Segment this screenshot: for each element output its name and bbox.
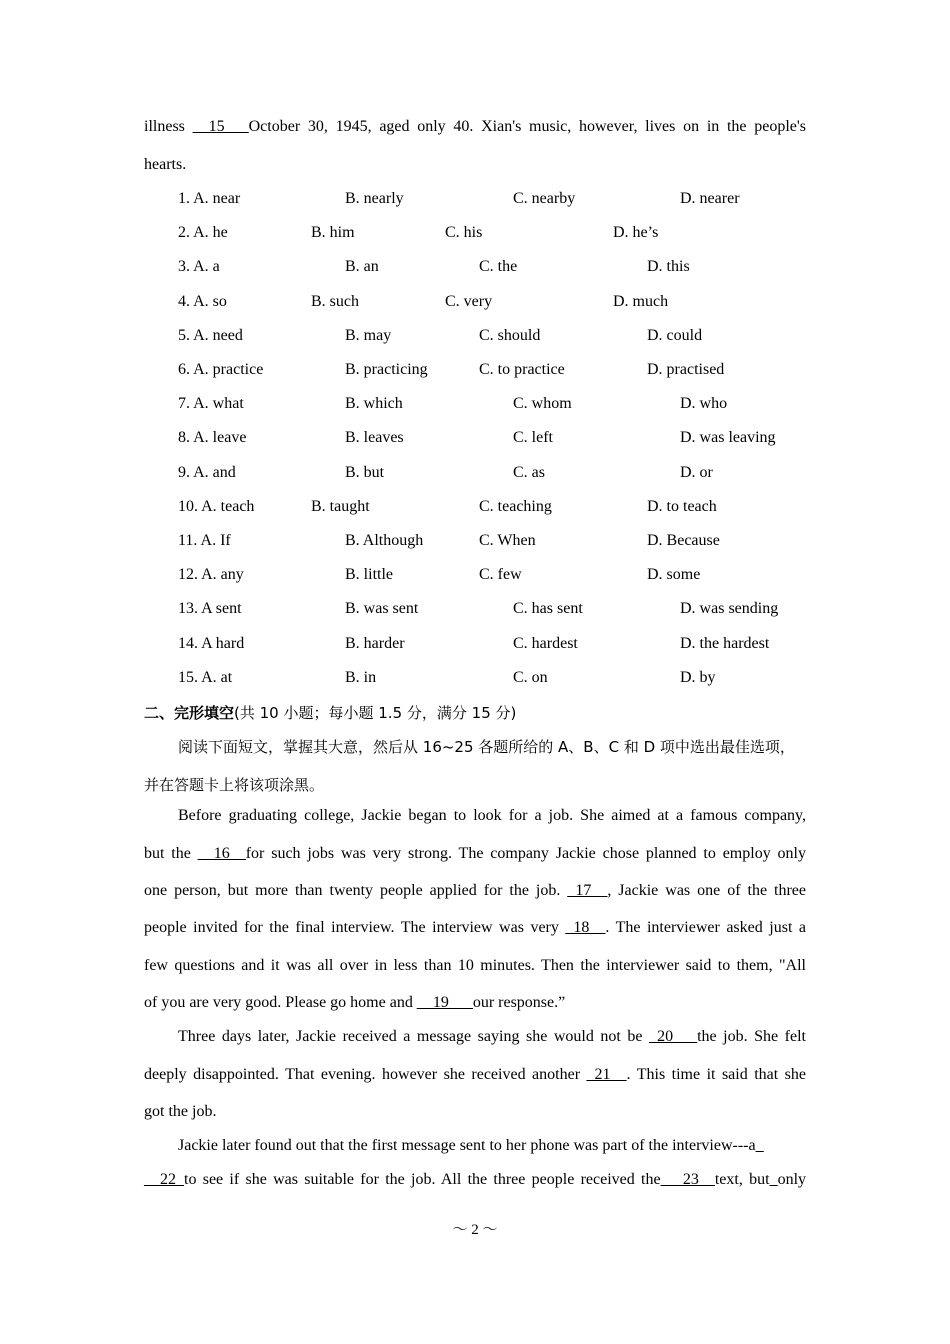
blank-21: _21__ (586, 1066, 627, 1083)
question-option-a: 6. A. practice (178, 361, 264, 378)
question-option-b: B. taught (311, 497, 370, 515)
text-segment: only (777, 1171, 807, 1188)
question-option-b: B. practicing (345, 361, 428, 378)
text-line (178, 1028, 806, 1046)
question-option-b: B. but (345, 463, 385, 481)
question-option-a: 1. A. near (178, 190, 241, 207)
question-option-d: D. he’s (613, 224, 659, 242)
question-option-b: B. such (311, 292, 359, 310)
question-option-c: C. should (479, 326, 541, 344)
question-option-a: 13. A sent (178, 600, 242, 618)
question-option-d: D. who (680, 395, 728, 413)
instruction-line: 阅读下面短文，掌握其大意，然后从 16~25 各题所给的 A、B、C 和 D 项中选出最佳选项， (178, 738, 795, 756)
blank-23: _ _23__ (660, 1171, 715, 1188)
page-number: ～ 2 ～ (452, 1222, 498, 1238)
question-option-d: D. much (613, 292, 669, 310)
text-segment: people invited for the final interview. The interview was very (144, 919, 566, 936)
underline-mark: _ (769, 1171, 778, 1188)
question-option-d: D. some (647, 566, 701, 584)
question-option-d: D. to teach (647, 497, 717, 515)
text-line (144, 994, 806, 1012)
question-option-a: 15. A. at (178, 668, 233, 686)
question-option-c: C. very (445, 292, 493, 310)
question-option-a: 5. A. need (178, 326, 243, 344)
text-line: few questions and it was all over in less than 10 minutes. Then the interviewer said to them, "All (144, 957, 806, 974)
blank-20: _20___ (649, 1028, 698, 1045)
question-option-d: D. was sending (680, 600, 779, 618)
text-line (144, 919, 806, 937)
question-option-a: 12. A. any (178, 566, 244, 584)
text-segment: Three days later, Jackie received a message saying she would not be (178, 1028, 650, 1045)
text-line (144, 882, 806, 900)
question-option-a: 4. A. so (178, 292, 227, 310)
question-option-c: C. nearby (513, 190, 576, 207)
text-segment: to see if she was suitable for the job. All the three people received the (184, 1171, 661, 1188)
question-option-c: C. teaching (479, 497, 552, 515)
instruction-line: 并在答题卡上将该项涂黑。 (144, 776, 325, 794)
blank-18: _18__ (565, 919, 606, 936)
question-option-a: 2. A. he (178, 224, 228, 242)
question-option-b: B. harder (345, 634, 405, 652)
question-option-d: D. nearer (680, 190, 740, 207)
section-title: 二、完形填空 (144, 704, 235, 722)
question-option-d: D. Because (647, 532, 720, 549)
question-option-d: D. the hardest (680, 634, 770, 652)
question-option-c: C. as (513, 463, 545, 481)
question-option-d: D. by (680, 668, 716, 686)
question-option-c: C. to practice (479, 361, 565, 378)
question-option-a: 11. A. If (178, 532, 231, 549)
question-option-a: 9. A. and (178, 463, 236, 481)
blank-15: __15___ (192, 118, 249, 135)
question-option-c: C. has sent (513, 600, 583, 618)
question-option-d: D. could (647, 326, 703, 344)
text-line (144, 845, 806, 863)
question-option-d: D. this (647, 258, 690, 276)
text-segment: deeply disappointed. That evening. however she received another (144, 1066, 587, 1083)
question-option-a: 3. A. a (178, 258, 220, 276)
blank-22: __22_ (144, 1171, 184, 1188)
question-option-c: C. When (479, 532, 536, 549)
text-segment: . The interviewer asked just a (605, 919, 806, 936)
question-option-b: B. him (311, 224, 355, 242)
underline-mark: _ (755, 1137, 764, 1154)
text-segment: but the (144, 845, 198, 862)
section-note: (共 10 小题；每小题 1.5 分，满分 15 分) (234, 704, 517, 722)
text-line (144, 118, 806, 136)
question-option-b: B. an (345, 258, 379, 276)
text-segment: illness (144, 118, 193, 135)
question-option-b: B. in (345, 668, 377, 686)
question-option-b: B. leaves (345, 429, 404, 447)
text-segment: October 30, 1945, aged only 40. Xian's music, however, lives on in the people's (248, 118, 807, 135)
question-option-d: D. or (680, 463, 713, 481)
question-option-a: 14. A hard (178, 634, 245, 652)
text-line: Before graduating college, Jackie began to look for a job. She aimed at a famous company, (178, 807, 806, 824)
section-heading (144, 702, 806, 723)
question-option-d: D. was leaving (680, 429, 776, 447)
text-segment: of you are very good. Please go home and (144, 994, 417, 1011)
question-option-a: 8. A. leave (178, 429, 247, 447)
text-segment: the job. She felt (697, 1028, 807, 1045)
text-segment: . This time it said that she (626, 1066, 807, 1083)
text-line: got the job. (144, 1103, 217, 1120)
question-option-d: D. practised (647, 361, 725, 378)
question-option-c: C. few (479, 566, 522, 584)
text-line (178, 1137, 806, 1155)
blank-19: __19___ (416, 994, 473, 1011)
text-segment: our response.” (472, 994, 566, 1011)
text-segment: one person, but more than twenty people applied for the job. (144, 882, 568, 899)
blank-16: __16__ (197, 845, 246, 862)
question-option-a: 7. A. what (178, 395, 244, 413)
text-line: hearts. (144, 156, 187, 173)
question-option-c: C. hardest (513, 634, 578, 652)
question-option-b: B. Although (345, 532, 424, 549)
question-option-b: B. may (345, 326, 392, 344)
question-option-c: C. his (445, 224, 483, 242)
question-option-a: 10. A. teach (178, 497, 255, 515)
question-option-c: C. whom (513, 395, 572, 413)
text-segment: , Jackie was one of the three (607, 882, 807, 899)
blank-17: _17__ (567, 882, 608, 899)
question-option-b: B. was sent (345, 600, 419, 618)
text-segment: Jackie later found out that the first message sent to her phone was part of the interview---a (178, 1137, 756, 1154)
text-line (144, 1066, 806, 1084)
question-option-b: B. nearly (345, 190, 404, 207)
question-option-c: C. left (513, 429, 553, 447)
text-line (144, 1171, 806, 1189)
question-option-c: C. on (513, 668, 548, 686)
text-segment: text, but (714, 1171, 770, 1188)
question-option-b: B. little (345, 566, 393, 584)
question-option-c: C. the (479, 258, 518, 276)
text-segment: for such jobs was very strong. The company Jackie chose planned to employ only (245, 845, 807, 862)
question-option-b: B. which (345, 395, 403, 413)
